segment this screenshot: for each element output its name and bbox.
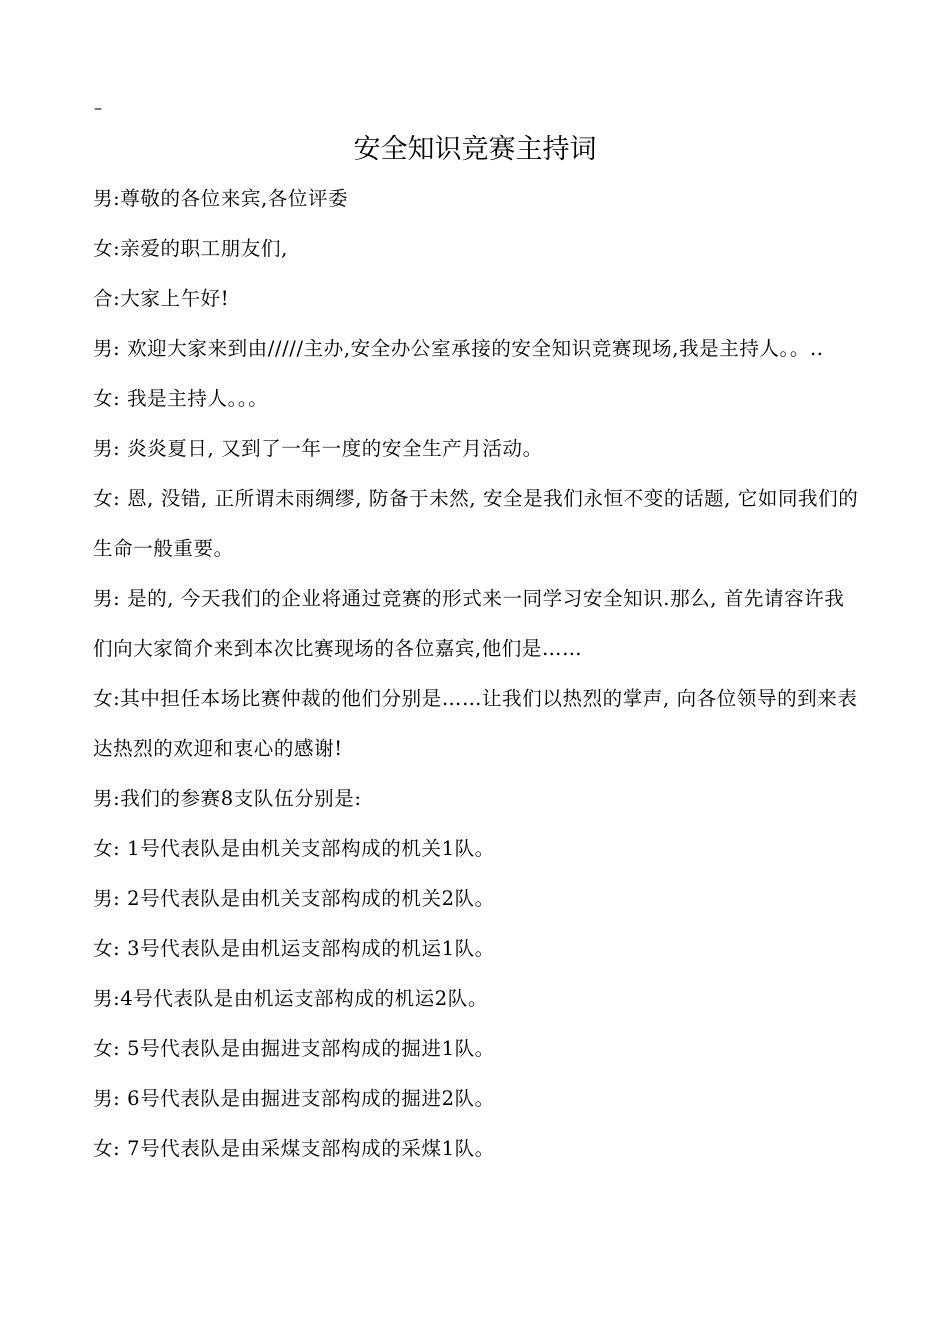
paragraph: 男: 炎炎夏日, 又到了一年一度的安全生产月活动。 — [93, 437, 543, 460]
paragraph: 男: 2号代表队是由机关支部构成的机关2队。 — [93, 887, 495, 910]
document-title: 安全知识竞赛主持词 — [353, 134, 597, 165]
paragraph: 女: 1号代表队是由机关支部构成的机关1队。 — [93, 837, 495, 860]
header-mark: – — [94, 98, 102, 117]
paragraph: 女: 3号代表队是由机运支部构成的机运1队。 — [93, 937, 495, 960]
paragraph: 男: 欢迎大家来到由/////主办,安全办公室承接的安全知识竞赛现场,我是主持人。。.. — [93, 337, 824, 360]
paragraph: 女: 恩, 没错, 正所谓未雨绸缪, 防备于未然, 安全是我们永恒不变的话题, 它如同我们的生命一般重要。 — [93, 487, 859, 560]
paragraph: 男:4号代表队是由机运支部构成的机运2队。 — [93, 987, 488, 1010]
paragraph: 男: 是的, 今天我们的企业将通过竞赛的形式来一同学习安全知识.那么, 首先请容许我们向大家简介来到本次比赛现场的各位嘉宾,他们是…… — [93, 587, 845, 660]
paragraph: 女: 5号代表队是由掘进支部构成的掘进1队。 — [93, 1037, 495, 1060]
paragraph: 男:我们的参赛8支队伍分别是: — [93, 787, 362, 810]
paragraph: 男: 6号代表队是由掘进支部构成的掘进2队。 — [93, 1087, 495, 1110]
paragraph: 合:大家上午好! — [93, 287, 230, 310]
paragraph: 女: 7号代表队是由采煤支部构成的采煤1队。 — [93, 1137, 495, 1160]
paragraph: 女: 我是主持人。。。 — [93, 387, 269, 410]
paragraph: 男:尊敬的各位来宾,各位评委 — [93, 187, 349, 210]
document-body — [93, 174, 863, 1174]
paragraph: 女:其中担任本场比赛仲裁的他们分别是……让我们以热烈的掌声, 向各位领导的到来表达热烈的欢迎和衷心的感谢! — [93, 687, 858, 760]
paragraph: 女:亲爱的职工朋友们, — [93, 237, 288, 260]
